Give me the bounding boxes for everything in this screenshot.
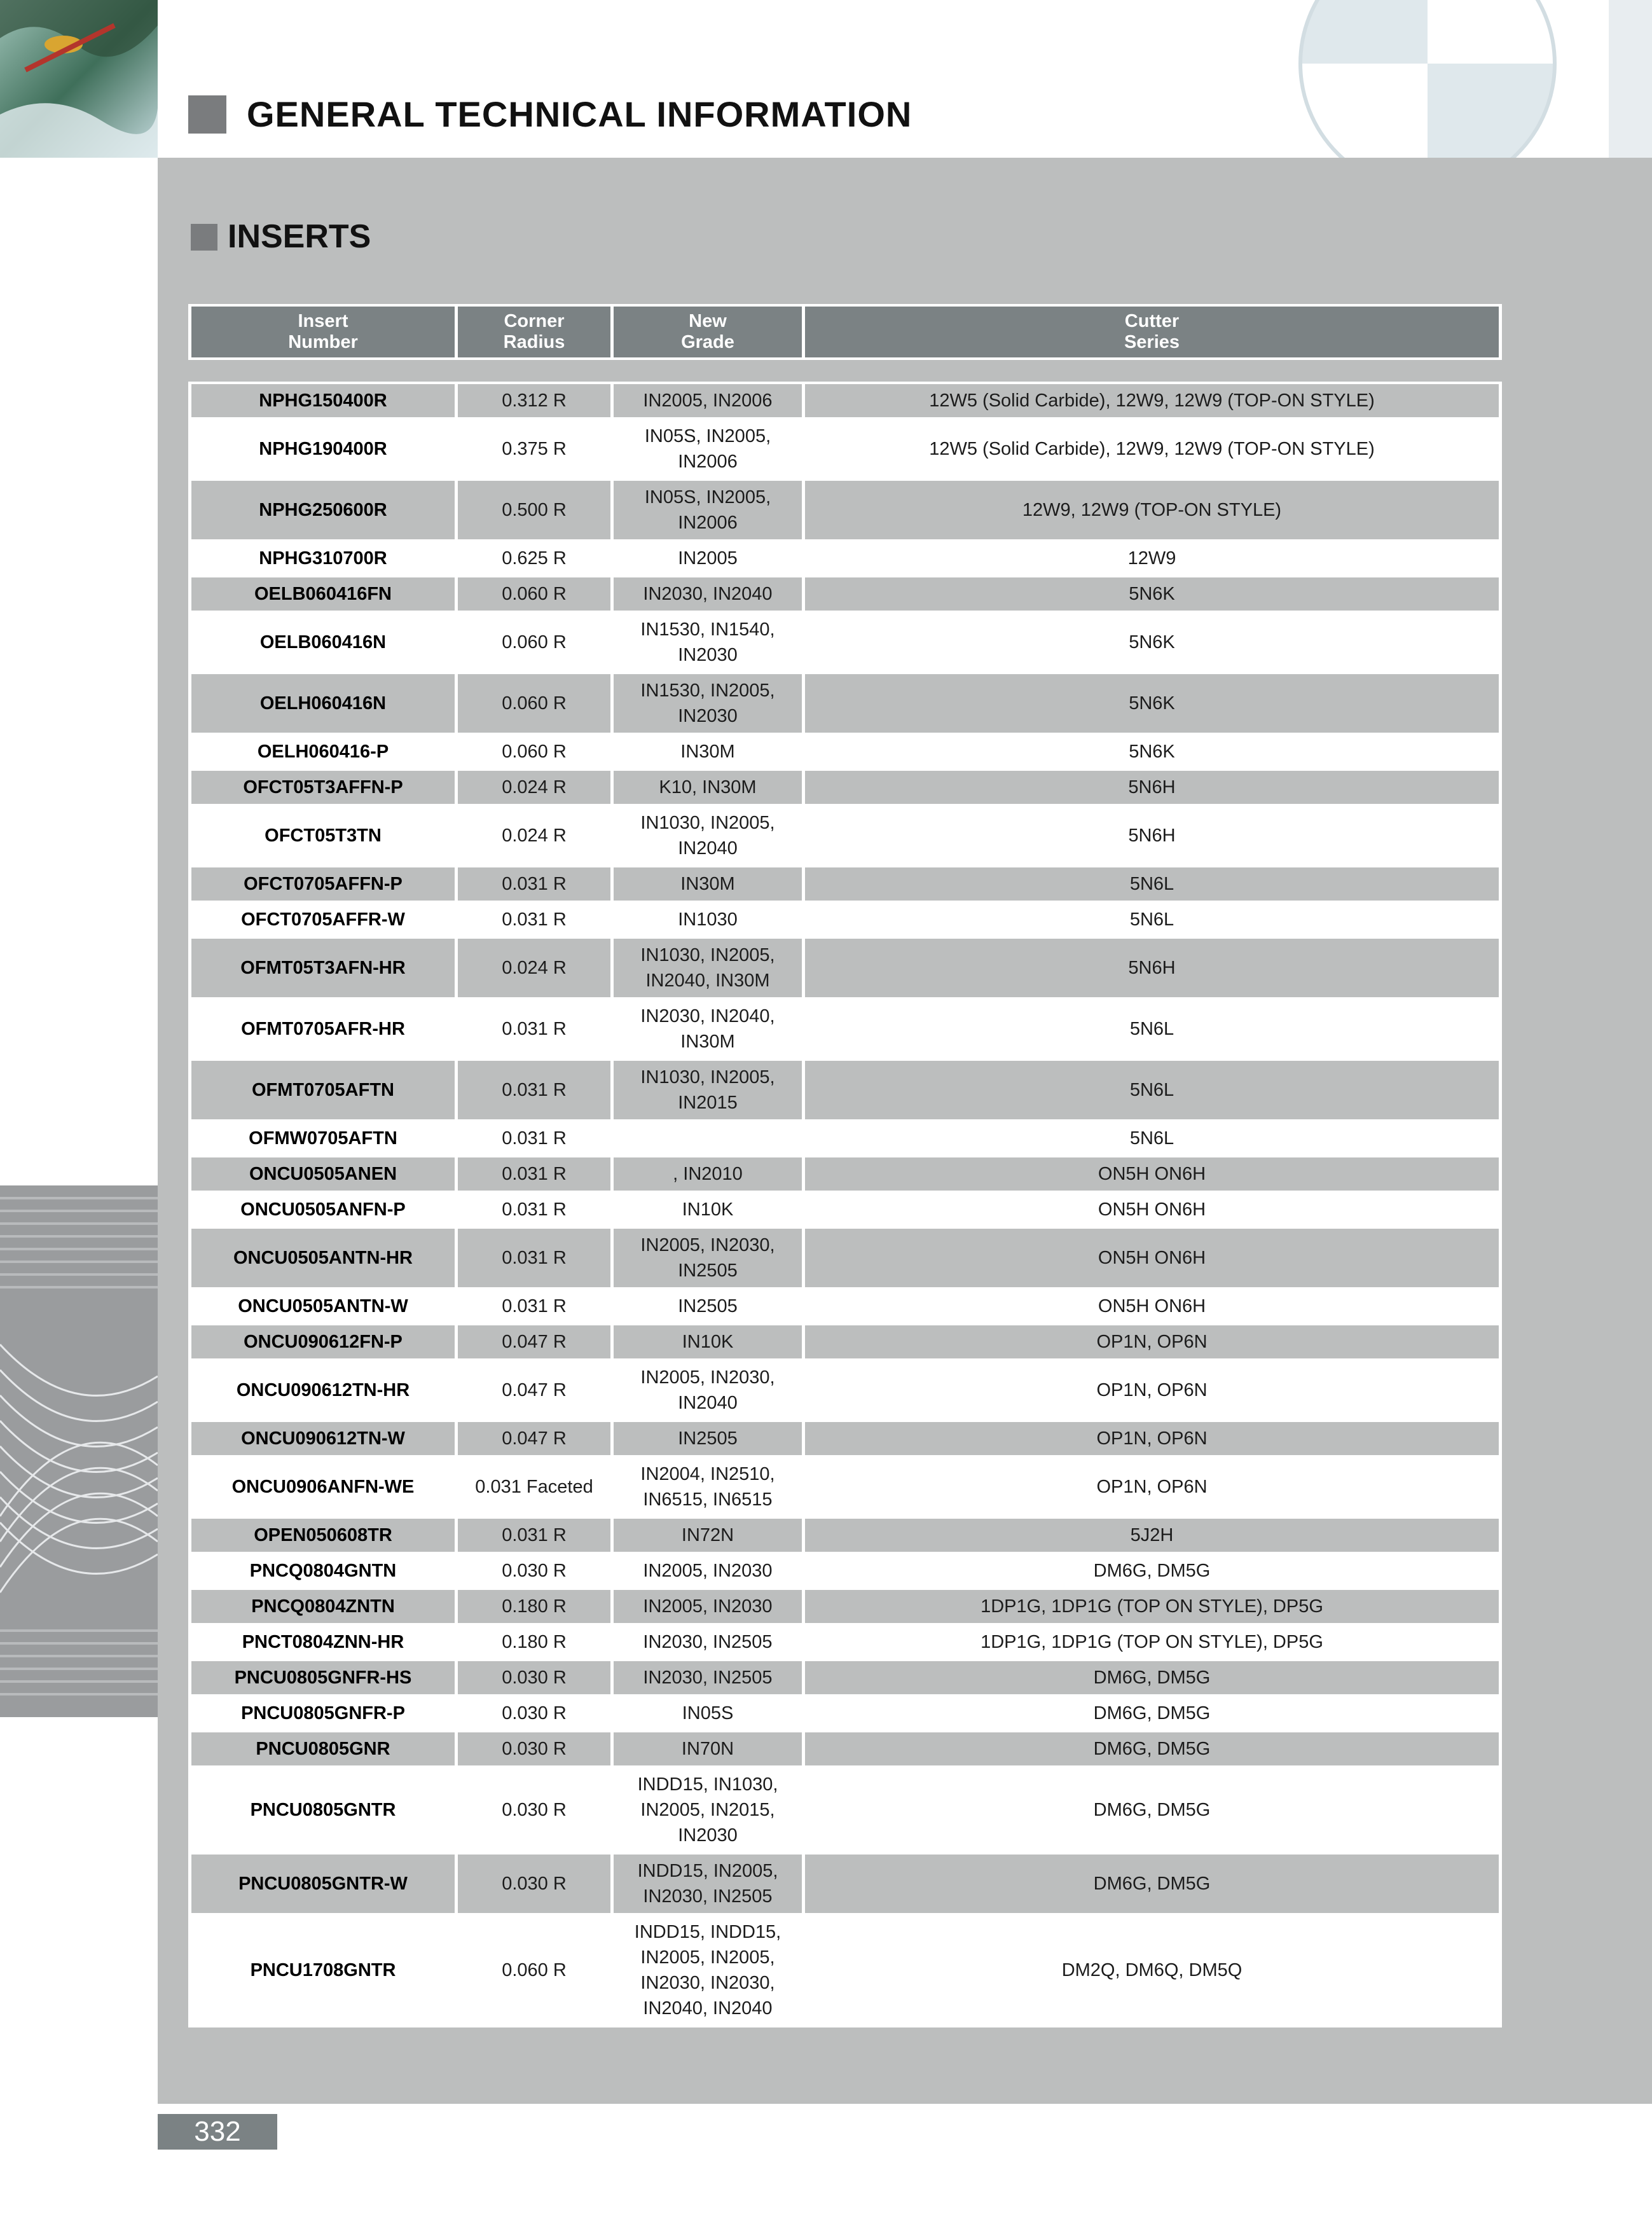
page-header-title: GENERAL TECHNICAL INFORMATION — [247, 94, 912, 134]
insert-number-cell: NPHG310700R — [191, 542, 455, 575]
table-row — [191, 1122, 1499, 1155]
insert-number-cell: PNCU0805GNTR-W — [191, 1855, 455, 1913]
new-grade-cell — [614, 903, 802, 936]
table-row — [191, 867, 1499, 901]
grade-line: IN1030, IN2005, — [640, 945, 775, 965]
grade-line: IN2030, IN2505 — [643, 1632, 773, 1652]
cutter-series-cell: 5N6L — [805, 903, 1499, 936]
inserts-table-body — [191, 384, 1499, 2025]
grade-line: IN05S, IN2005, — [644, 426, 771, 446]
grade-line: INDD15, IN2005, — [637, 1861, 778, 1881]
cutter-series-cell: DM6G, DM5G — [805, 1768, 1499, 1852]
cutter-series-cell: 1DP1G, 1DP1G (TOP ON STYLE), DP5G — [805, 1626, 1499, 1659]
grade-line: IN2030, IN2040 — [643, 584, 773, 604]
cutter-series-cell: DM6G, DM5G — [805, 1855, 1499, 1913]
grade-line: IN2040 — [678, 1393, 738, 1413]
insert-number-cell: ONCU090612TN-HR — [191, 1361, 455, 1419]
corner-radius-cell: 0.060 R — [458, 1916, 610, 2025]
table-row — [191, 1519, 1499, 1552]
corner-radius-cell: 0.060 R — [458, 735, 610, 768]
grade-line: IN2004, IN2510, — [640, 1464, 775, 1484]
table-row — [191, 1229, 1499, 1287]
table-row — [191, 1361, 1499, 1419]
corner-radius-cell: 0.031 R — [458, 1229, 610, 1287]
corner-radius-cell: 0.047 R — [458, 1325, 610, 1358]
new-grade-cell — [614, 1554, 802, 1587]
grade-line: IN2040 — [678, 838, 738, 859]
table-row — [191, 1157, 1499, 1191]
cutter-series-cell: 5N6K — [805, 613, 1499, 672]
grade-line: IN10K — [682, 1199, 734, 1220]
new-grade-cell — [614, 1422, 802, 1455]
new-grade-cell — [614, 1061, 802, 1119]
cutter-series-cell: ON5H ON6H — [805, 1193, 1499, 1226]
corner-radius-cell: 0.030 R — [458, 1855, 610, 1913]
cutter-series-cell: 12W5 (Solid Carbide), 12W9, 12W9 (TOP-ON STYLE) — [805, 384, 1499, 417]
grade-line: IN2030, IN2030, — [640, 1973, 775, 1993]
table-header — [188, 304, 1502, 360]
insert-number-cell: NPHG250600R — [191, 481, 455, 539]
cutter-series-cell: 5N6K — [805, 674, 1499, 733]
header-row — [191, 307, 1499, 357]
insert-number-cell: OFMW0705AFTN — [191, 1122, 455, 1155]
table-row — [191, 1855, 1499, 1913]
decorative-wave-pattern — [0, 1185, 158, 1717]
grade-line: IN30M — [680, 1032, 735, 1052]
table-row — [191, 939, 1499, 997]
cutter-series-cell: DM6G, DM5G — [805, 1554, 1499, 1587]
new-grade-cell — [614, 384, 802, 417]
grade-line: IN2006 — [678, 513, 738, 533]
insert-number-cell: OFMT0705AFR-HR — [191, 1000, 455, 1058]
table-row — [191, 577, 1499, 611]
new-grade-cell — [614, 1229, 802, 1287]
grade-line: , IN2010 — [673, 1164, 743, 1184]
page-number: 332 — [158, 2114, 277, 2150]
insert-number-cell: ONCU0505ANFN-P — [191, 1193, 455, 1226]
new-grade-cell — [614, 1519, 802, 1552]
corner-radius-cell: 0.180 R — [458, 1590, 610, 1623]
cutter-series-cell: ON5H ON6H — [805, 1157, 1499, 1191]
cutter-series-cell: 5J2H — [805, 1519, 1499, 1552]
col-header-new-grade: New Grade — [614, 307, 802, 357]
insert-number-cell: PNCT0804ZNN-HR — [191, 1626, 455, 1659]
table-row — [191, 1768, 1499, 1852]
grade-line: IN2505 — [678, 1296, 738, 1316]
corner-radius-cell: 0.024 R — [458, 939, 610, 997]
corner-radius-cell: 0.031 R — [458, 1122, 610, 1155]
cutter-series-cell: 1DP1G, 1DP1G (TOP ON STYLE), DP5G — [805, 1590, 1499, 1623]
insert-number-cell: OFCT0705AFFR-W — [191, 903, 455, 936]
insert-number-cell: OFCT05T3TN — [191, 806, 455, 865]
corner-radius-cell: 0.031 R — [458, 903, 610, 936]
insert-number-cell: OELH060416-P — [191, 735, 455, 768]
grade-line: IN2030 — [678, 645, 738, 665]
new-grade-cell — [614, 674, 802, 733]
cutter-series-cell: ON5H ON6H — [805, 1229, 1499, 1287]
new-grade-cell — [614, 1290, 802, 1323]
insert-number-cell: PNCU1708GNTR — [191, 1916, 455, 2025]
grade-line: IN2005 — [678, 548, 738, 569]
new-grade-cell — [614, 1768, 802, 1852]
new-grade-cell — [614, 939, 802, 997]
grade-line: IN2005, IN2030, — [640, 1235, 775, 1255]
table-row — [191, 1061, 1499, 1119]
insert-number-cell: OFMT05T3AFN-HR — [191, 939, 455, 997]
new-grade-cell — [614, 577, 802, 611]
table-row — [191, 1732, 1499, 1765]
grade-line: IN1030, IN2005, — [640, 1067, 775, 1088]
col-header-cutter-series: Cutter Series — [805, 307, 1499, 357]
col-header-insert-number: Insert Number — [191, 307, 455, 357]
insert-number-cell: PNCU0805GNTR — [191, 1768, 455, 1852]
corner-radius-cell: 0.031 R — [458, 1000, 610, 1058]
new-grade-cell — [614, 1855, 802, 1913]
insert-number-cell: PNCU0805GNR — [191, 1732, 455, 1765]
new-grade-cell — [614, 867, 802, 901]
table-row — [191, 1193, 1499, 1226]
cutter-series-cell: 12W9, 12W9 (TOP-ON STYLE) — [805, 481, 1499, 539]
cutter-series-cell: DM6G, DM5G — [805, 1732, 1499, 1765]
new-grade-cell — [614, 542, 802, 575]
new-grade-cell — [614, 420, 802, 478]
corner-radius-cell: 0.031 R — [458, 1061, 610, 1119]
table-row — [191, 613, 1499, 672]
cutter-series-cell: OP1N, OP6N — [805, 1422, 1499, 1455]
section-square-marker — [191, 224, 217, 251]
cutter-series-cell: DM6G, DM5G — [805, 1697, 1499, 1730]
new-grade-cell — [614, 1916, 802, 2025]
cutter-series-cell: OP1N, OP6N — [805, 1325, 1499, 1358]
cutter-series-cell: 5N6L — [805, 1000, 1499, 1058]
new-grade-cell — [614, 1661, 802, 1694]
corner-radius-cell: 0.031 R — [458, 1290, 610, 1323]
grade-line: IN2005, IN2030 — [643, 1561, 773, 1581]
grade-line: IN05S — [682, 1703, 734, 1723]
new-grade-cell — [614, 1732, 802, 1765]
insert-number-cell: ONCU090612FN-P — [191, 1325, 455, 1358]
insert-number-cell: ONCU090612TN-W — [191, 1422, 455, 1455]
inserts-table — [188, 382, 1502, 2027]
insert-number-cell: OFMT0705AFTN — [191, 1061, 455, 1119]
table-row — [191, 806, 1499, 865]
cutter-series-cell: 5N6H — [805, 806, 1499, 865]
grade-line: IN1530, IN2005, — [640, 680, 775, 701]
cutter-series-cell: 12W9 — [805, 542, 1499, 575]
new-grade-cell — [614, 806, 802, 865]
grade-line: IN2030 — [678, 706, 738, 726]
table-row — [191, 420, 1499, 478]
grade-line: K10, IN30M — [659, 777, 757, 798]
grade-line: INDD15, IN1030, — [637, 1774, 778, 1795]
corner-radius-cell: 0.030 R — [458, 1697, 610, 1730]
cutter-series-cell: ON5H ON6H — [805, 1290, 1499, 1323]
corner-radius-cell: 0.031 R — [458, 1193, 610, 1226]
grade-line: IN1530, IN1540, — [640, 619, 775, 640]
insert-number-cell: PNCU0805GNFR-P — [191, 1697, 455, 1730]
grade-line: IN2015 — [678, 1093, 738, 1113]
corner-radius-cell: 0.030 R — [458, 1732, 610, 1765]
cutter-series-cell: OP1N, OP6N — [805, 1458, 1499, 1516]
insert-number-cell: PNCQ0804GNTN — [191, 1554, 455, 1587]
grade-line: IN6515, IN6515 — [643, 1489, 773, 1510]
insert-number-cell: OFCT0705AFFN-P — [191, 867, 455, 901]
insert-number-cell: OELB060416FN — [191, 577, 455, 611]
table-row — [191, 1290, 1499, 1323]
cutter-series-cell: DM2Q, DM6Q, DM5Q — [805, 1916, 1499, 2025]
grade-line: IN70N — [681, 1739, 734, 1759]
grade-line: IN2005, IN2030, — [640, 1367, 775, 1388]
new-grade-cell — [614, 1000, 802, 1058]
corner-radius-cell: 0.030 R — [458, 1768, 610, 1852]
cutter-series-cell: 5N6L — [805, 1122, 1499, 1155]
new-grade-cell — [614, 613, 802, 672]
grade-line: IN2006 — [678, 452, 738, 472]
table-row — [191, 384, 1499, 417]
grade-line: IN05S, IN2005, — [644, 487, 771, 508]
table-row — [191, 1458, 1499, 1516]
grade-line: IN2005, IN2005, — [640, 1947, 775, 1968]
insert-number-cell: PNCU0805GNFR-HS — [191, 1661, 455, 1694]
new-grade-cell — [614, 481, 802, 539]
grade-line: INDD15, INDD15, — [634, 1922, 781, 1942]
new-grade-cell — [614, 1697, 802, 1730]
table-row — [191, 1554, 1499, 1587]
grade-line: IN72N — [681, 1525, 734, 1545]
cutter-series-cell: 5N6K — [805, 735, 1499, 768]
corner-radius-cell: 0.047 R — [458, 1361, 610, 1419]
cutter-series-cell: OP1N, OP6N — [805, 1361, 1499, 1419]
corner-radius-cell: 0.030 R — [458, 1554, 610, 1587]
new-grade-cell — [614, 1458, 802, 1516]
cutter-series-cell: 5N6L — [805, 867, 1499, 901]
corner-radius-cell: 0.030 R — [458, 1661, 610, 1694]
new-grade-cell — [614, 1193, 802, 1226]
grade-line: IN2005, IN2006 — [643, 390, 773, 411]
table-row — [191, 735, 1499, 768]
table-row — [191, 1590, 1499, 1623]
new-grade-cell — [614, 771, 802, 804]
cutter-series-cell: 12W5 (Solid Carbide), 12W9, 12W9 (TOP-ON STYLE) — [805, 420, 1499, 478]
corner-radius-cell: 0.031 Faceted — [458, 1458, 610, 1516]
insert-number-cell: ONCU0505ANTN-W — [191, 1290, 455, 1323]
new-grade-cell — [614, 1325, 802, 1358]
grade-line: IN1030 — [678, 909, 738, 930]
corner-radius-cell: 0.031 R — [458, 1157, 610, 1191]
insert-number-cell: OELH060416N — [191, 674, 455, 733]
grade-line: IN1030, IN2005, — [640, 813, 775, 833]
table-row — [191, 1325, 1499, 1358]
grade-line: IN2005, IN2030 — [643, 1596, 773, 1617]
col-header-corner-radius: Corner Radius — [458, 307, 610, 357]
grade-line: IN10K — [682, 1332, 734, 1352]
table-row — [191, 903, 1499, 936]
new-grade-cell — [614, 1157, 802, 1191]
corner-radius-cell: 0.024 R — [458, 806, 610, 865]
corner-radius-cell: 0.375 R — [458, 420, 610, 478]
insert-number-cell: NPHG190400R — [191, 420, 455, 478]
grade-line: IN2030, IN2505 — [643, 1886, 773, 1907]
grade-line: IN2040, IN2040 — [643, 1998, 773, 2019]
corner-radius-cell: 0.625 R — [458, 542, 610, 575]
corner-radius-cell: 0.060 R — [458, 674, 610, 733]
corner-radius-cell: 0.060 R — [458, 613, 610, 672]
insert-number-cell: ONCU0505ANTN-HR — [191, 1229, 455, 1287]
grade-line: IN2505 — [678, 1428, 738, 1449]
table-row — [191, 1626, 1499, 1659]
cutter-series-cell: 5N6K — [805, 577, 1499, 611]
table-row — [191, 1661, 1499, 1694]
table-row — [191, 1000, 1499, 1058]
table-row — [191, 674, 1499, 733]
cutter-series-cell: DM6G, DM5G — [805, 1661, 1499, 1694]
cutter-series-cell: 5N6L — [805, 1061, 1499, 1119]
grade-line: IN2040, IN30M — [645, 970, 770, 991]
new-grade-cell — [614, 1122, 802, 1155]
grade-line: IN2030, IN2505 — [643, 1668, 773, 1688]
corner-radius-cell: 0.060 R — [458, 577, 610, 611]
corner-radius-cell: 0.024 R — [458, 771, 610, 804]
insert-number-cell: OPEN050608TR — [191, 1519, 455, 1552]
corner-radius-cell: 0.500 R — [458, 481, 610, 539]
table-row — [191, 542, 1499, 575]
new-grade-cell — [614, 735, 802, 768]
header-photo — [0, 0, 158, 158]
insert-number-cell: OELB060416N — [191, 613, 455, 672]
corner-radius-cell: 0.031 R — [458, 867, 610, 901]
table-row — [191, 1422, 1499, 1455]
insert-number-cell: NPHG150400R — [191, 384, 455, 417]
insert-number-cell: OFCT05T3AFFN-P — [191, 771, 455, 804]
grade-line: IN2030 — [678, 1825, 738, 1846]
grade-line: IN2505 — [678, 1261, 738, 1281]
header-square-marker — [188, 95, 226, 134]
cutter-series-cell: 5N6H — [805, 771, 1499, 804]
grade-line: IN2030, IN2040, — [640, 1006, 775, 1026]
section-title: INSERTS — [228, 218, 371, 255]
grade-line: IN30M — [680, 742, 735, 762]
new-grade-cell — [614, 1626, 802, 1659]
insert-number-cell: ONCU0505ANEN — [191, 1157, 455, 1191]
table-row — [191, 481, 1499, 539]
corner-radius-cell: 0.180 R — [458, 1626, 610, 1659]
insert-number-cell: PNCQ0804ZNTN — [191, 1590, 455, 1623]
grade-line: IN2005, IN2015, — [640, 1800, 775, 1820]
grade-line: IN30M — [680, 874, 735, 894]
new-grade-cell — [614, 1590, 802, 1623]
corner-radius-cell: 0.047 R — [458, 1422, 610, 1455]
corner-radius-cell: 0.312 R — [458, 384, 610, 417]
corner-radius-cell: 0.031 R — [458, 1519, 610, 1552]
table-row — [191, 1697, 1499, 1730]
decorative-circle — [1291, 0, 1652, 158]
table-row — [191, 771, 1499, 804]
new-grade-cell — [614, 1361, 802, 1419]
cutter-series-cell: 5N6H — [805, 939, 1499, 997]
insert-number-cell: ONCU0906ANFN-WE — [191, 1458, 455, 1516]
table-row — [191, 1916, 1499, 2025]
